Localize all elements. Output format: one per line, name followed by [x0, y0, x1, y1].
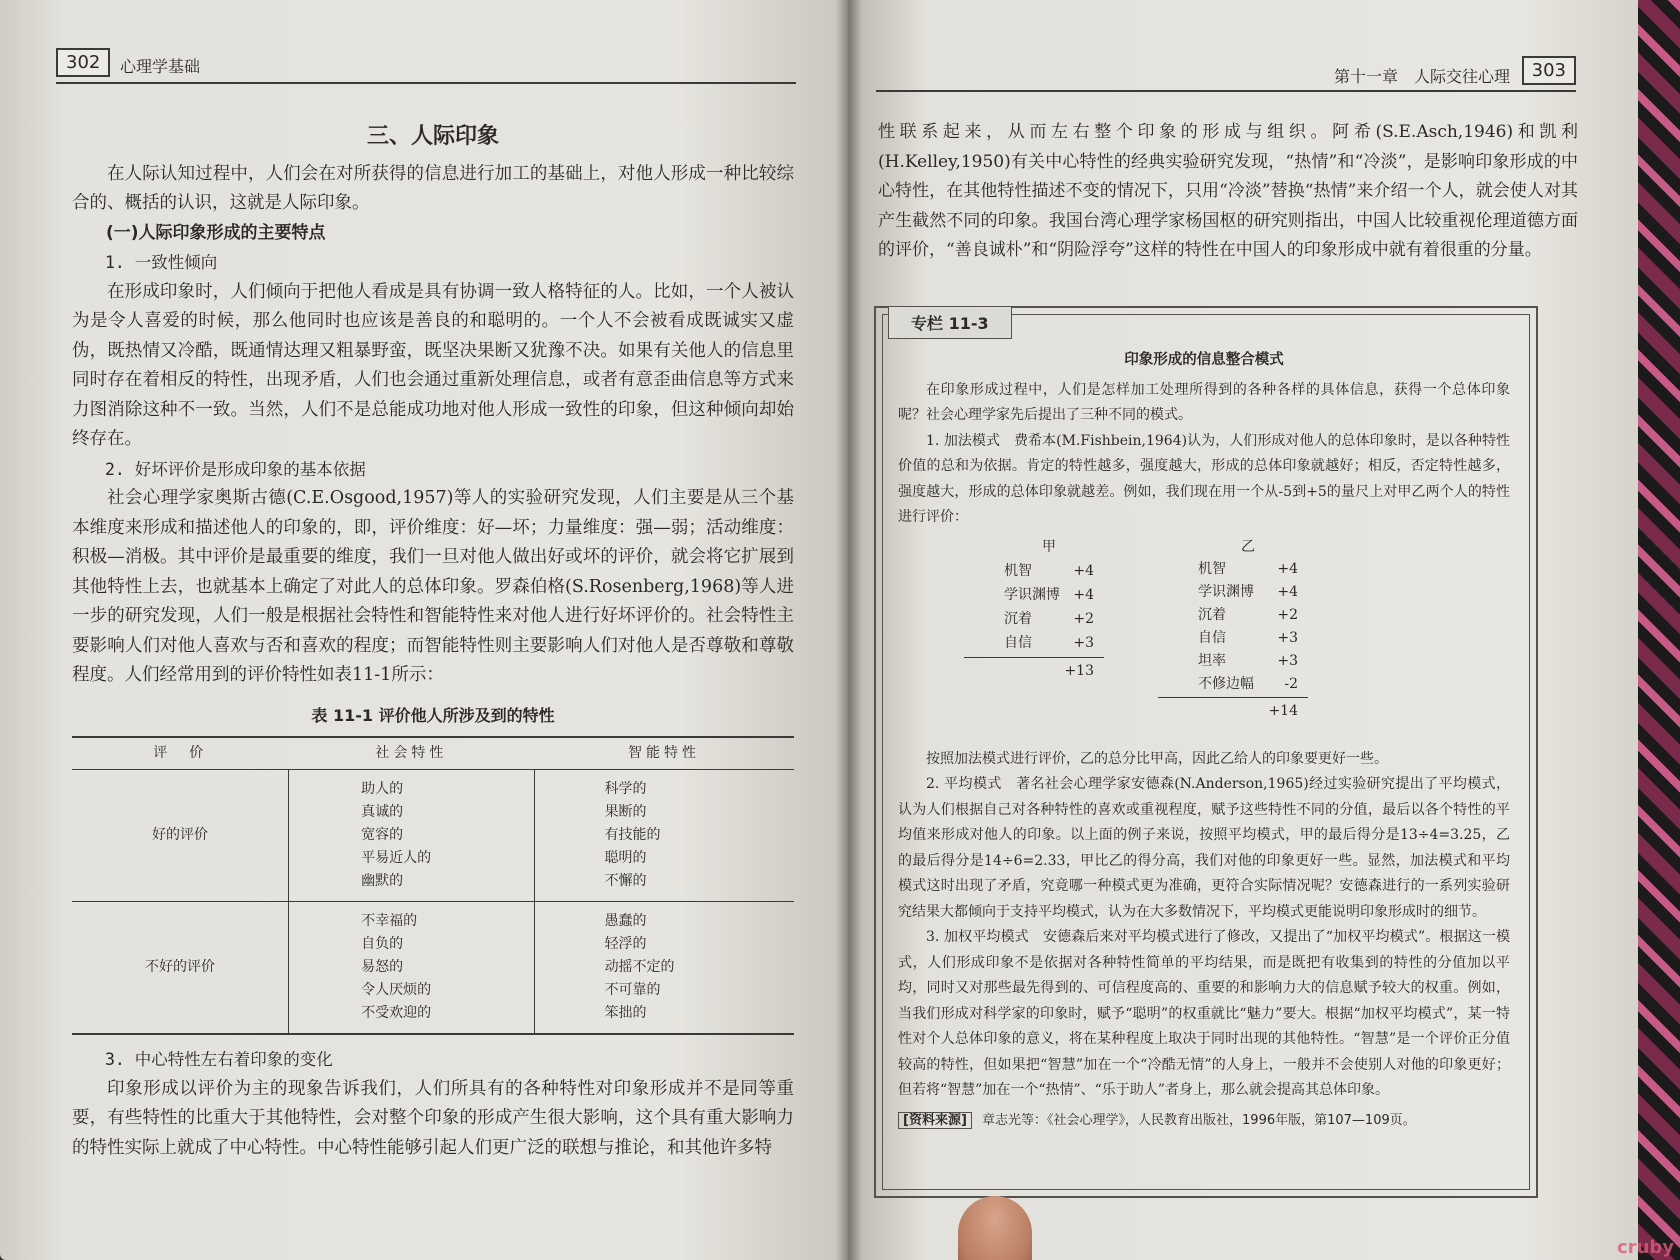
trait: 科学的	[604, 781, 647, 797]
person-b-name: 乙	[1241, 538, 1255, 555]
trait-value: +3	[1073, 634, 1094, 651]
trait: 轻浮的	[604, 936, 647, 952]
book-gutter	[836, 0, 862, 1260]
right-page-body	[878, 118, 1578, 266]
intro-paragraph: 在人际认知过程中，人们会在对所获得的信息进行加工的基础上，对他人形成一种比较综合的、概括的认识，这就是人际印象。	[72, 163, 794, 213]
trait-value: -2	[1284, 675, 1298, 692]
person-a-total: +13	[1064, 662, 1094, 679]
trait-name: 沉着	[1198, 606, 1226, 623]
table-title: 表 11-1 评价他人所涉及到的特性	[311, 705, 555, 725]
point1-title: 1. 一致性倾向	[105, 253, 218, 272]
sum-line	[964, 657, 1104, 658]
source-line	[898, 1108, 1510, 1134]
source-text: 章志光等：《社会心理学》，人民教育出版社，1996年版，第107—109页。	[982, 1112, 1416, 1128]
trait: 助人的	[361, 781, 404, 797]
evaluation-table	[72, 736, 794, 1035]
subheading: (一)人际印象形成的主要特点	[106, 222, 326, 243]
thumb	[958, 1196, 1032, 1260]
column-box-tab: 专栏 11-3	[888, 306, 1012, 339]
trait: 聪明的	[604, 850, 647, 866]
chapter-title: 第十一章 人际交往心理	[1333, 67, 1510, 86]
point3-paragraph: 印象形成以评价为主的现象告诉我们，人们所具有的各种特性对印象形成并不是同等重要，有些特性的比重大于其他特性，会对整个印象的形成产生很大影响，这个具有重大影响力的特性实际上就成了中心特性。中心特性能够引起人们更广泛的联想与推论，和其他许多特	[72, 1078, 794, 1158]
trait: 果断的	[604, 804, 647, 820]
trait: 不懈的	[604, 873, 647, 889]
trait-name: 机智	[1004, 562, 1032, 579]
trait: 令人厌烦的	[361, 982, 432, 998]
trait-name: 自信	[1004, 634, 1032, 651]
intellectual-traits-cell	[534, 770, 794, 902]
trait: 有技能的	[604, 827, 661, 843]
trait: 易怒的	[361, 959, 404, 975]
continuation-paragraph: 性联系起来，从而左右整个印象的形成与组织。阿希(S.E.Asch,1946)和凯利(H.Kelley,1950)有关中心特性的经典实验研究发现，“热情”和“冷淡”，是影响印象形成的中心特性，在其他特性描述不变的情况下，只用“冷淡”替换“热情”来介绍一个人，就会使人对其产生截然不同的印象。我国台湾心理学家杨国枢的研究则指出，中国人比较重视伦理道德方面的评价，“善良诚朴”和“阴险浮夸”这样的特性在中国人的印象形成中就有着很重的分量。	[878, 122, 1578, 260]
social-traits-cell	[289, 902, 534, 1035]
point1-paragraph: 在形成印象时，人们倾向于把他人看成是具有协调一致人格特征的人。比如，一个人被认为是令人喜爱的时候，那么他同时也应该是善良的和聪明的。一个人不会被看成既诚实又虚伪，既热情又冷酷，既通情达理又粗暴野蛮，既坚决果断又犹豫不决。如果有关他人的信息里同时存在着相反的特性，出现矛盾，人们也会通过重新处理信息，或者有意歪曲信息等方式来力图消除这种不一致。当然，人们不是总能成功地对他人形成一致性的印象，但这种倾向却始终存在。	[72, 281, 794, 449]
trait: 宽容的	[361, 827, 404, 843]
table-row	[72, 770, 794, 902]
table-row-label: 好的评价	[72, 770, 289, 902]
trait-name: 坦率	[1198, 652, 1226, 669]
box-intro: 在印象形成过程中，人们是怎样加工处理所得到的各种各样的具体信息，获得一个总体印象呢？社会心理学家先后提出了三种不同的模式。	[898, 381, 1510, 423]
table-header: 评 价	[72, 737, 289, 770]
table-row-label: 不好的评价	[72, 902, 289, 1035]
left-page-body	[72, 122, 794, 1163]
trait-value: +3	[1277, 629, 1298, 646]
intellectual-traits-cell	[534, 902, 794, 1035]
trait: 不受欢迎的	[361, 1005, 432, 1021]
book-title: 心理学基础	[120, 57, 201, 76]
trait-value: +2	[1277, 606, 1298, 623]
trait: 动摇不定的	[604, 959, 675, 975]
trait: 不可靠的	[604, 982, 661, 998]
person-a-scores	[1004, 535, 1094, 715]
trait-value: +4	[1073, 562, 1094, 579]
column-box	[874, 306, 1538, 1198]
watermark-text: cruby	[1617, 1237, 1674, 1258]
trait-value: +4	[1277, 560, 1298, 577]
column-box-title: 印象形成的信息整合模式	[1124, 352, 1284, 368]
trait-name: 机智	[1198, 560, 1226, 577]
person-b-scores	[1198, 535, 1298, 735]
table-row	[72, 902, 794, 1035]
point3-title: 3. 中心特性左右着印象的变化	[105, 1050, 333, 1069]
trait-value: +3	[1277, 652, 1298, 669]
trait: 愚蠢的	[604, 913, 647, 929]
trait-value: +4	[1277, 583, 1298, 600]
left-page-number: 302	[56, 48, 110, 77]
after-scores-paragraph: 按照加法模式进行评价，乙的总分比甲高，因此乙给人的印象要更好一些。	[926, 750, 1388, 767]
point2-paragraph: 社会心理学家奥斯古德(C.E.Osgood,1957)等人的实验研究发现，人们主要是从三个基本维度来形成和描述他人的印象的，即，评价维度：好—坏；力量维度：强—弱；活动维度：积极—消极。其中评价是最重要的维度，我们一旦对他人做出好或坏的评价，就会将它扩展到其他特性上去，也就基本上确定了对此人的总体印象。罗森伯格(S.Rosenberg,1968)等人进一步的研究发现，人们一般是根据社会特性和智能特性来对他人进行好坏评价的。社会特性主要影响人们对他人喜欢与否和喜欢的程度；而智能特性则主要影响人们对他人是否尊敬和尊敬程度。人们经常用到的评价特性如表11-1所示：	[72, 488, 794, 685]
trait-value: +4	[1073, 586, 1094, 603]
trait: 幽默的	[361, 873, 404, 889]
trait: 自负的	[361, 936, 404, 952]
trait: 不幸福的	[361, 913, 418, 929]
trait: 笨拙的	[604, 1005, 647, 1021]
left-page-header	[56, 48, 796, 84]
trait-name: 学识渊博	[1004, 586, 1060, 603]
trait-name: 自信	[1198, 629, 1226, 646]
trait: 真诚的	[361, 804, 404, 820]
point2-title: 2. 好坏评价是形成印象的基本依据	[105, 459, 366, 479]
right-page-header	[876, 56, 1576, 92]
trait-name: 学识渊博	[1198, 583, 1254, 600]
trait-name: 沉着	[1004, 610, 1032, 627]
model3-paragraph: 3. 加权平均模式 安德森后来对平均模式进行了修改，又提出了“加权平均模式”。根据这一模式，人们形成印象不是依据对各种特性简单的平均结果，而是既把有收集到的特性的分值加以平均，同时又对那些最先得到的、可信程度高的、重要的和影响力大的信息赋予较大的权重。例如，当我们形成对科学家的印象时，赋予“聪明”的权重就比“魅力”要大。根据“加权平均模式”，某一特性对个人总体印象的意义，将在某种程度上取决于同时出现的其他特性。“智慧”是一个评价正分值较高的特性，但如果把“智慧”加在一个“冷酷无情”的人身上，一般并不会使别人对他的印象更好；但若将“智慧”加在一个“热情”、“乐于助人”者身上，那么就会提高其总体印象。	[898, 929, 1510, 1098]
model1-paragraph: 1. 加法模式 费希本(M.Fishbein,1964)认为，人们形成对他人的总体印象时，是以各种特性价值的总和为依据。肯定的特性越多，强度越大，形成的总体印象就越好；相反，否定特性越多，强度越大，形成的总体印象就越差。例如，我们现在用一个从-5到+5的量尺上对甲乙两个人的特性进行评价：	[898, 432, 1510, 525]
person-b-total: +14	[1268, 702, 1298, 719]
sum-line	[1158, 697, 1308, 698]
table-header: 智能特性	[534, 737, 794, 770]
column-box-content	[898, 348, 1510, 1133]
model2-paragraph: 2. 平均模式 著名社会心理学家安德森(N.Anderson,1965)经过实验研究提出了平均模式，认为人们根据自己对各种特性的喜欢或重视程度，赋予这些特性不同的分值，最后以各个特性的平均值来形成对他人的印象。以上面的例子来说，按照平均模式，甲的最后得分是13÷4=3.25，乙的最后得分是14÷6=2.33，甲比乙的得分高，我们对他的印象更好一些。显然，加法模式和平均模式这时出现了矛盾，究竟哪一种模式更为准确，更符合实际情况呢？安德森进行的一系列实验研究结果大都倾向于支持平均模式，认为在大多数情况下，平均模式更能说明印象形成时的细节。	[898, 776, 1510, 920]
right-page-number: 303	[1522, 56, 1576, 85]
score-comparison	[898, 535, 1510, 741]
trait-value: +2	[1073, 610, 1094, 627]
trait: 平易近人的	[361, 850, 432, 866]
person-a-name: 甲	[1042, 538, 1056, 555]
right-page	[848, 0, 1638, 1260]
table-header: 社会特性	[289, 737, 534, 770]
source-tag: [资料来源]	[898, 1112, 972, 1129]
social-traits-cell	[289, 770, 534, 902]
trait-name: 不修边幅	[1198, 675, 1254, 692]
section-title: 三、人际印象	[366, 124, 499, 149]
